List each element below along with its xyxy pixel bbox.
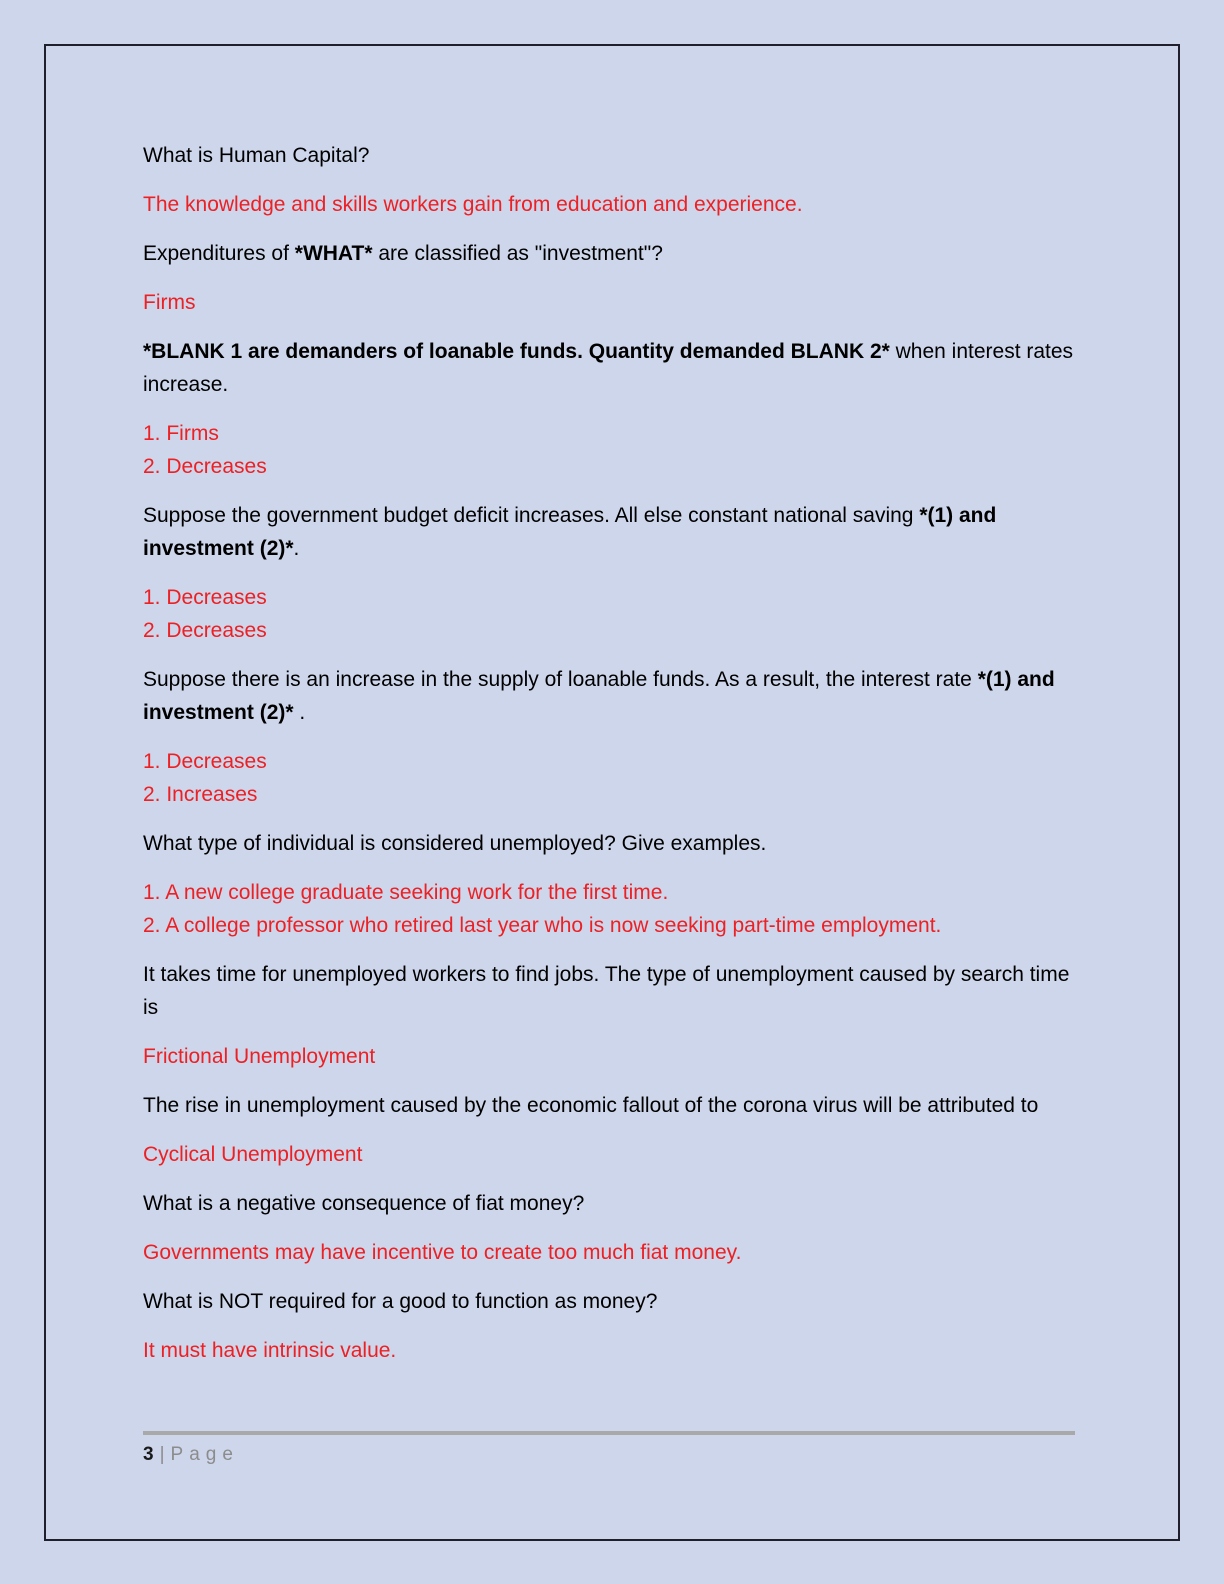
footer-text [143,1444,1075,1466]
answer-text-run: 1. Decreases [143,750,267,773]
answer-paragraph [143,188,1075,221]
question-text-run: *WHAT* [294,242,373,265]
question-text-run: It takes time for unemployed workers to find jobs. The type of unemployment caused by search time is [143,963,1070,1019]
question-text-run: . [293,701,306,724]
question-text-run: *(1) and investment (2)* [143,668,1055,724]
answer-text-run: Firms [143,291,196,314]
question-text-run: What is a negative consequence of fiat money? [143,1192,585,1215]
question-text-run: What is NOT required for a good to function as money? [143,1290,658,1313]
question-text-run: The rise in unemployment caused by the economic fallout of the corona virus will be attributed to [143,1094,1039,1117]
question-text-run: when interest rates increase. [143,340,1074,396]
answer-text-run: 1. Decreases [143,586,267,609]
answer-paragraph [143,745,1075,811]
question-text-run: Suppose the government budget deficit increases. All else constant national saving [143,504,920,527]
answer-paragraph [143,1236,1075,1269]
question-text-run: What is Human Capital? [143,144,370,167]
answer-paragraph [143,417,1075,483]
question-text-run: What type of individual is considered unemployed? Give examples. [143,832,767,855]
answer-text-run: 2. Increases [143,783,258,806]
answer-text-run: 2. Decreases [143,455,267,478]
answer-paragraph [143,876,1075,942]
question-paragraph [143,663,1075,729]
answer-text-run: 2. Decreases [143,619,267,642]
question-paragraph [143,1285,1075,1318]
page-footer [143,1431,1075,1466]
question-text-run: *(1) and investment (2)* [143,504,997,560]
question-paragraph [143,1089,1075,1122]
answer-paragraph [143,286,1075,319]
question-paragraph [143,139,1075,172]
footer-separator: | [159,1444,165,1465]
answer-paragraph [143,1334,1075,1367]
question-paragraph [143,958,1075,1024]
question-text-run: *BLANK 1 are demanders of loanable funds. Quantity demanded BLANK 2* [143,340,890,363]
answer-text-run: 1. A new college graduate seeking work for the first time. [143,881,669,904]
question-paragraph [143,499,1075,565]
answer-text-run: The knowledge and skills workers gain from education and experience. [143,193,803,216]
answer-text-run: 1. Firms [143,422,219,445]
footer-page-label: Page [170,1444,239,1465]
answer-text-run: Cyclical Unemployment [143,1143,363,1166]
answer-text-run: Governments may have incentive to create too much fiat money. [143,1241,742,1264]
document-content [143,139,1075,1383]
page-number: 3 [143,1444,154,1465]
question-text-run: Expenditures of [143,242,295,265]
question-paragraph [143,827,1075,860]
footer-divider [143,1431,1075,1435]
answer-text-run: It must have intrinsic value. [143,1339,397,1362]
question-text-run: are classified as "investment"? [372,242,663,265]
answer-text-run: Frictional Unemployment [143,1045,376,1068]
question-text-run: . [293,537,300,560]
answer-paragraph [143,581,1075,647]
question-text-run: Suppose there is an increase in the supply of loanable funds. As a result, the interest rate [143,668,978,691]
question-paragraph [143,1187,1075,1220]
answer-paragraph [143,1040,1075,1073]
answer-text-run: 2. A college professor who retired last year who is now seeking part-time employment. [143,914,942,937]
question-paragraph [143,335,1075,401]
question-paragraph [143,237,1075,270]
answer-paragraph [143,1138,1075,1171]
